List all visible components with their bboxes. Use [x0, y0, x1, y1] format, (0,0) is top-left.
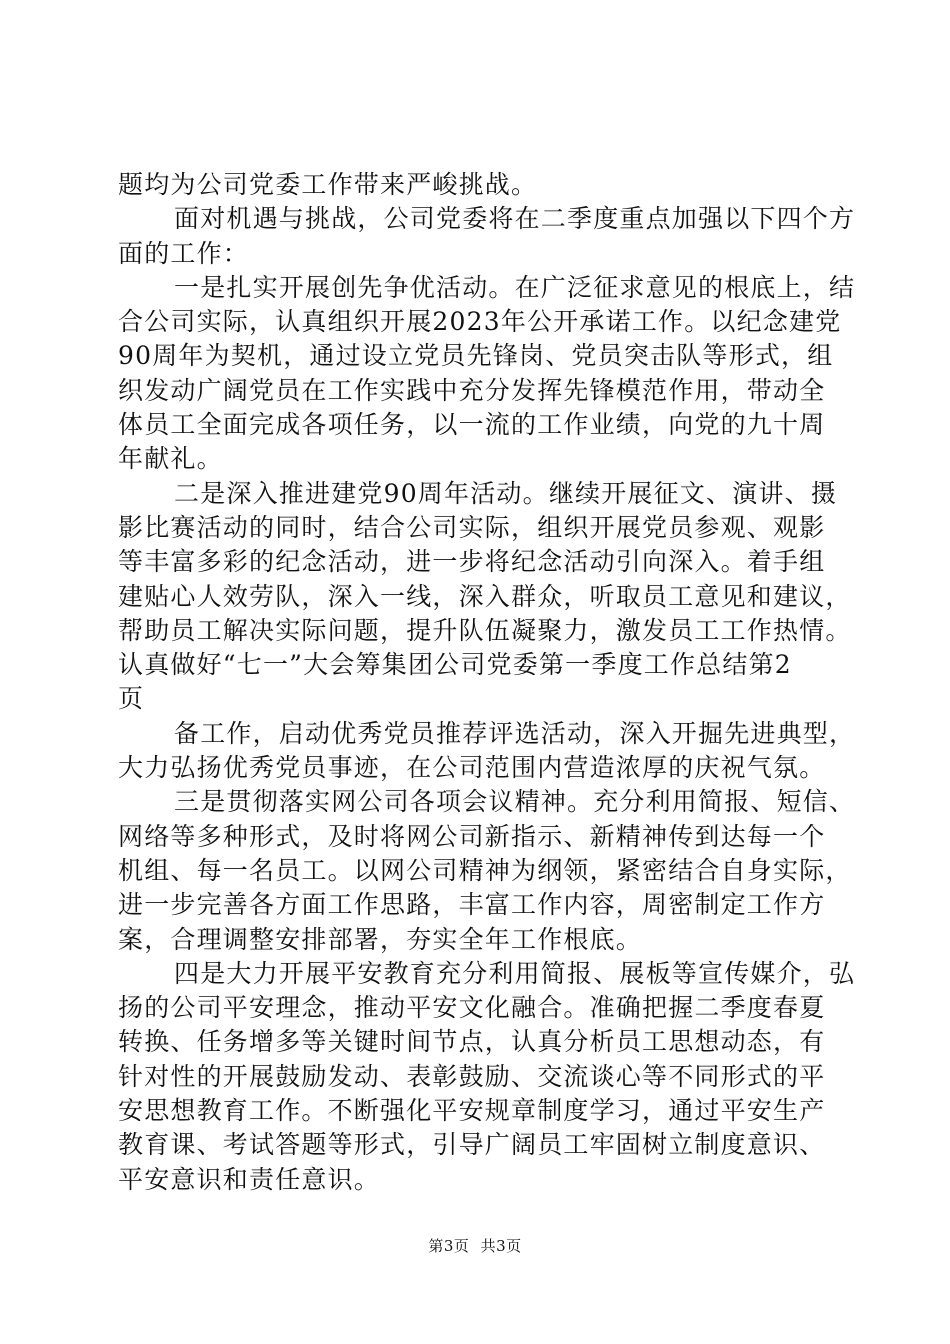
text-line: 三是贯彻落实网公司各项会议精神。充分利用简报、短信、 — [174, 787, 856, 817]
text-line: 一是扎实开展创先争优活动。在广泛征求意见的根底上，结 — [174, 272, 856, 302]
text-line: 网络等多种形式，及时将网公司新指示、新精神传到达每一个 — [118, 821, 826, 851]
text-line: 90周年为契机，通过设立党员先锋岗、党员突击队等形式，组 — [118, 341, 834, 371]
text-line: 影比赛活动的同时，结合公司实际，组织开展党员参观、观影 — [118, 512, 826, 542]
text-line: 平安意识和责任意识。 — [118, 1164, 381, 1194]
page-footer — [0, 1236, 950, 1256]
text-line: 认真做好“七一”大会筹集团公司党委第一季度工作总结第2 — [118, 650, 792, 680]
text-line: 年献礼。 — [118, 444, 223, 474]
text-line: 建贴心人效劳队，深入一线，深入群众，听取员工意见和建议， — [118, 581, 852, 611]
text-line: 转换、任务增多等关键时间节点，认真分析员工思想动态，有 — [118, 1027, 826, 1057]
page-total: 共3页 — [480, 1237, 522, 1255]
text-line: 教育课、考试答题等形式，引导广阔员工牢固树立制度意识、 — [118, 1130, 826, 1160]
text-line: 进一步完善各方面工作思路，丰富工作内容，周密制定工作方 — [118, 890, 826, 920]
document-body — [118, 168, 856, 1197]
text-line: 针对性的开展鼓励发动、表彰鼓励、交流谈心等不同形式的平 — [118, 1061, 826, 1091]
text-line: 合公司实际，认真组织开展2023年公开承诺工作。以纪念建党 — [118, 307, 842, 337]
text-line: 大力弘扬优秀党员事迹，在公司范围内营造浓厚的庆祝气氛。 — [118, 753, 826, 783]
text-line: 扬的公司平安理念，推动平安文化融合。准确把握二季度春夏 — [118, 993, 826, 1023]
text-line: 体员工全面完成各项任务，以一流的工作业绩，向党的九十周 — [118, 410, 826, 440]
text-line: 安思想教育工作。不断强化平安规章制度学习，通过平安生产 — [118, 1096, 826, 1126]
text-line: 面对机遇与挑战，公司党委将在二季度重点加强以下四个方 — [174, 204, 856, 234]
text-line: 机组、每一名员工。以网公司精神为纲领，紧密结合自身实际， — [118, 855, 852, 885]
text-line: 页 — [118, 684, 145, 714]
text-line: 织发动广阔党员在工作实践中充分发挥先锋模范作用，带动全 — [118, 375, 826, 405]
text-line: 二是深入推进建党90周年活动。继续开展征文、演讲、摄 — [174, 478, 838, 508]
text-line: 帮助员工解决实际问题，提升队伍凝聚力，激发员工工作热情。 — [118, 615, 852, 645]
text-line: 题均为公司党委工作带来严峻挑战。 — [118, 170, 538, 199]
text-line: 面的工作： — [118, 238, 250, 268]
text-line: 案，合理调整安排部署，夯实全年工作根底。 — [118, 924, 643, 954]
page-number: 第3页 — [428, 1237, 470, 1255]
text-line: 等丰富多彩的纪念活动，进一步将纪念活动引向深入。着手组 — [118, 547, 826, 577]
text-line: 四是大力开展平安教育充分利用简报、展板等宣传媒介，弘 — [174, 958, 856, 988]
text-line: 备工作，启动优秀党员推荐评选活动，深入开掘先进典型， — [174, 718, 856, 748]
